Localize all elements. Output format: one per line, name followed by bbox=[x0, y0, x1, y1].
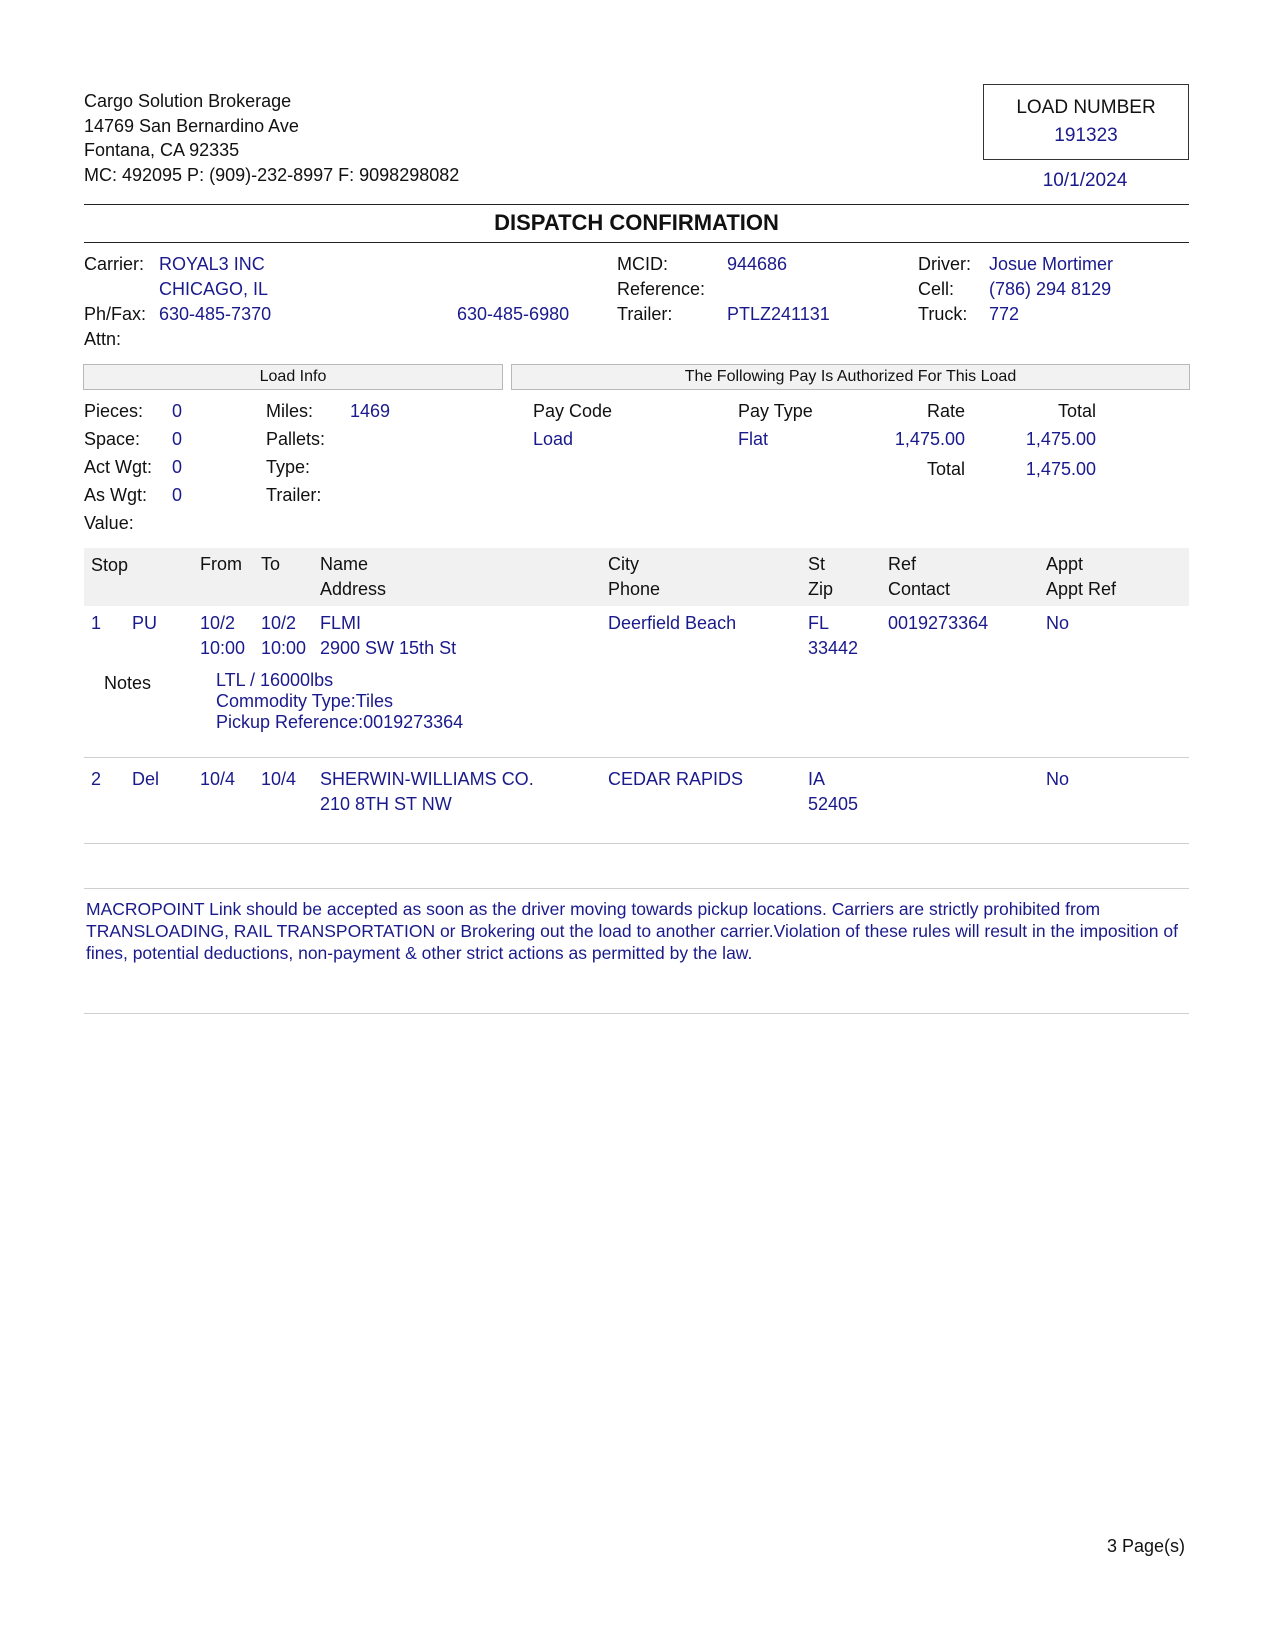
stop-notes bbox=[216, 670, 463, 733]
stop-city: Deerfield Beach bbox=[608, 613, 737, 633]
carrier-fax: 630-485-6980 bbox=[457, 304, 570, 324]
stop-from-date: 10/2 bbox=[200, 613, 236, 633]
company-address-line2: Fontana, CA 92335 bbox=[84, 140, 240, 160]
trailer-label: Trailer: bbox=[617, 304, 673, 324]
load-date: 10/1/2024 bbox=[1042, 170, 1128, 191]
stop-type: PU bbox=[132, 613, 158, 633]
space-value: 0 bbox=[172, 429, 183, 449]
cell-label: Cell: bbox=[918, 279, 955, 299]
value-label: Value: bbox=[84, 513, 134, 533]
reference-label: Reference: bbox=[617, 279, 706, 299]
row-divider bbox=[84, 843, 1189, 844]
col-city: City bbox=[608, 554, 639, 574]
col-appt-ref: Appt Ref bbox=[1046, 579, 1117, 599]
footer-top-rule bbox=[84, 888, 1189, 889]
company-name: Cargo Solution Brokerage bbox=[84, 91, 292, 111]
load-trailer-label: Trailer: bbox=[266, 485, 322, 505]
stop-to-date: 10/4 bbox=[261, 769, 297, 789]
pieces-label: Pieces: bbox=[84, 401, 144, 421]
stop-zip: 52405 bbox=[808, 794, 859, 814]
pay-rate-value: 1,475.00 bbox=[894, 429, 965, 449]
pay-type-header: Pay Type bbox=[738, 401, 813, 421]
stop-from-time: 10:00 bbox=[200, 638, 246, 658]
stop-number: 1 bbox=[91, 613, 102, 633]
stop-address: 2900 SW 15th St bbox=[320, 638, 457, 658]
note-line: Commodity Type:Tiles bbox=[216, 691, 394, 711]
title-bottom-rule bbox=[84, 242, 1189, 243]
stop-to-date: 10/2 bbox=[261, 613, 297, 633]
footer-note: MACROPOINT Link should be accepted as soon as the driver moving towards pickup locations. Carriers are strictly prohibited from TRANSLOADING, RAIL TRANSPORTATION or Brokering out the load to another carrier.Violation of these rules will result in the imposition of fines, potential deductions, non-payment & other strict actions as permitted by the law. bbox=[86, 899, 1178, 963]
miles-label: Miles: bbox=[266, 401, 314, 421]
mcid-label: MCID: bbox=[617, 254, 668, 274]
pay-code-value: Load bbox=[533, 429, 574, 449]
driver-value: Josue Mortimer bbox=[989, 254, 1114, 274]
load-number-value: 191323 bbox=[1054, 125, 1118, 146]
type-label: Type: bbox=[266, 457, 311, 477]
carrier-city: CHICAGO, IL bbox=[159, 279, 269, 299]
stop-ref: 0019273364 bbox=[888, 613, 989, 633]
title-top-rule bbox=[84, 204, 1189, 205]
pallets-label: Pallets: bbox=[266, 429, 326, 449]
page-count: 3 Page(s) bbox=[1106, 1536, 1185, 1556]
phfax-label: Ph/Fax: bbox=[84, 304, 147, 324]
stop-zip: 33442 bbox=[808, 638, 859, 658]
stop-appt: No bbox=[1046, 613, 1070, 633]
actwgt-label: Act Wgt: bbox=[84, 457, 153, 477]
row-divider bbox=[84, 757, 1189, 758]
notes-label: Notes bbox=[104, 673, 152, 693]
load-number-box bbox=[983, 84, 1189, 160]
pay-type-value: Flat bbox=[738, 429, 769, 449]
aswgt-value: 0 bbox=[172, 485, 183, 505]
miles-value: 1469 bbox=[350, 401, 391, 421]
carrier-name: ROYAL3 INC bbox=[159, 254, 265, 274]
actwgt-value: 0 bbox=[172, 457, 183, 477]
stop-number: 2 bbox=[91, 769, 102, 789]
pay-header: The Following Pay Is Authorized For This Load bbox=[511, 364, 1190, 390]
trailer-value: PTLZ241131 bbox=[727, 304, 830, 324]
page-title: DISPATCH CONFIRMATION bbox=[494, 210, 779, 235]
pay-total-value: 1,475.00 bbox=[1025, 429, 1096, 449]
col-contact: Contact bbox=[888, 579, 951, 599]
stop-appt: No bbox=[1046, 769, 1070, 789]
col-stop: Stop bbox=[91, 555, 129, 575]
load-info-header: Load Info bbox=[83, 364, 503, 390]
stop-address: 210 8TH ST NW bbox=[320, 794, 452, 814]
col-address: Address bbox=[320, 579, 387, 599]
company-contact-line: MC: 492095 P: (909)-232-8997 F: 9098298082 bbox=[84, 165, 460, 185]
truck-value: 772 bbox=[989, 304, 1020, 324]
stop-state: IA bbox=[808, 769, 826, 789]
pay-grand-total-value: 1,475.00 bbox=[1025, 459, 1096, 479]
mcid-value: 944686 bbox=[727, 254, 788, 274]
company-address-line1: 14769 San Bernardino Ave bbox=[84, 116, 299, 136]
stop-name: SHERWIN-WILLIAMS CO. bbox=[320, 769, 534, 789]
load-number-label: LOAD NUMBER bbox=[1016, 97, 1156, 118]
space-label: Space: bbox=[84, 429, 141, 449]
carrier-label: Carrier: bbox=[84, 254, 145, 274]
note-line: Pickup Reference:0019273364 bbox=[216, 712, 464, 732]
col-ref: Ref bbox=[888, 554, 917, 574]
stop-to-time: 10:00 bbox=[261, 638, 307, 658]
col-name: Name bbox=[320, 554, 369, 574]
pieces-value: 0 bbox=[172, 401, 183, 421]
pay-total-header: Total bbox=[1057, 401, 1096, 421]
pay-grand-total-label: Total bbox=[926, 459, 965, 479]
col-st: St bbox=[808, 554, 826, 574]
stops-table-header bbox=[84, 548, 1189, 606]
stop-city: CEDAR RAPIDS bbox=[608, 769, 744, 789]
col-appt: Appt bbox=[1046, 554, 1084, 574]
pay-rate-header: Rate bbox=[926, 401, 965, 421]
note-line: LTL / 16000lbs bbox=[216, 670, 334, 690]
stop-state: FL bbox=[808, 613, 830, 633]
col-to: To bbox=[261, 554, 281, 574]
stop-type: Del bbox=[132, 769, 160, 789]
carrier-phone: 630-485-7370 bbox=[159, 304, 272, 324]
pay-code-header: Pay Code bbox=[533, 401, 613, 421]
col-from: From bbox=[200, 554, 242, 574]
aswgt-label: As Wgt: bbox=[84, 485, 148, 505]
col-zip: Zip bbox=[808, 579, 834, 599]
stop-from-date: 10/4 bbox=[200, 769, 236, 789]
cell-value: (786) 294 8129 bbox=[989, 279, 1112, 299]
col-phone: Phone bbox=[608, 579, 661, 599]
attn-label: Attn: bbox=[84, 329, 122, 349]
truck-label: Truck: bbox=[918, 304, 968, 324]
driver-label: Driver: bbox=[918, 254, 971, 274]
stop-name: FLMI bbox=[320, 613, 362, 633]
footer-bottom-rule bbox=[84, 1013, 1189, 1014]
